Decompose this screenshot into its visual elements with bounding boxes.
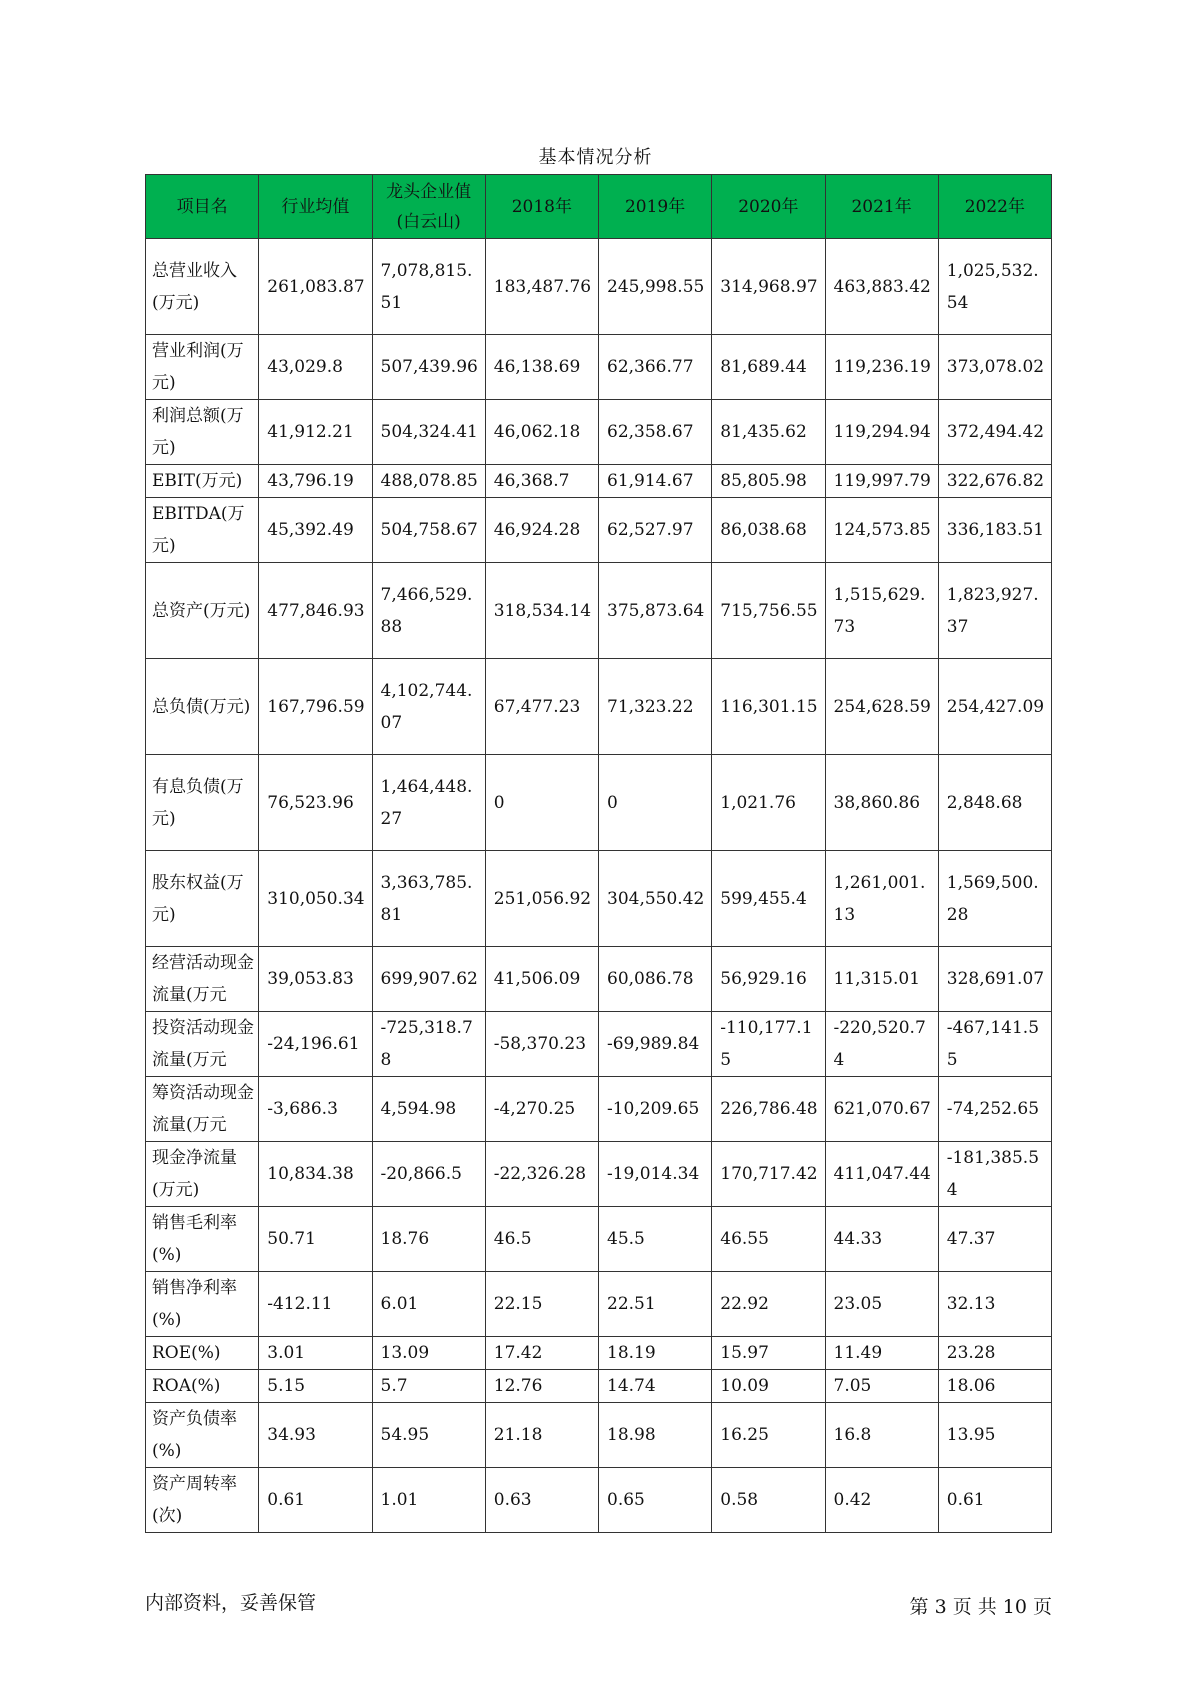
table-cell: 56,929.16 (712, 947, 825, 1012)
table-cell: 0 (599, 755, 712, 851)
table-cell: 715,756.55 (712, 563, 825, 659)
table-cell: 23.28 (938, 1337, 1051, 1370)
table-cell: 1,823,927.37 (938, 563, 1051, 659)
table-cell: 4,102,744.07 (372, 659, 485, 755)
table-cell: 50.71 (259, 1207, 372, 1272)
table-row (146, 563, 1052, 659)
table-cell: 0.42 (825, 1468, 938, 1533)
table-cell: 322,676.82 (938, 465, 1051, 498)
table-cell: 119,236.19 (825, 335, 938, 400)
table-cell: -58,370.23 (485, 1012, 598, 1077)
table-row (146, 1272, 1052, 1337)
row-label: 销售毛利率(%) (146, 1207, 259, 1272)
table-row (146, 851, 1052, 947)
row-label: 销售净利率(%) (146, 1272, 259, 1337)
table-cell: 41,506.09 (485, 947, 598, 1012)
table-cell: 1.01 (372, 1468, 485, 1533)
table-cell: 54.95 (372, 1403, 485, 1468)
table-cell: 22.51 (599, 1272, 712, 1337)
table-cell: 46.5 (485, 1207, 598, 1272)
row-label: 投资活动现金流量(万元 (146, 1012, 259, 1077)
row-label: EBIT(万元) (146, 465, 259, 498)
footer-confidential-note: 内部资料，妥善保管 (145, 1592, 317, 1614)
table-cell: 14.74 (599, 1370, 712, 1403)
table-cell: 477,846.93 (259, 563, 372, 659)
row-label: 总营业收入(万元) (146, 239, 259, 335)
table-cell: 318,534.14 (485, 563, 598, 659)
table-cell: 46,924.28 (485, 498, 598, 563)
table-cell: 4,594.98 (372, 1077, 485, 1142)
table-cell: 1,464,448.27 (372, 755, 485, 851)
table-cell: 18.19 (599, 1337, 712, 1370)
table-cell: -20,866.5 (372, 1142, 485, 1207)
table-cell: 6.01 (372, 1272, 485, 1337)
table-cell: 314,968.97 (712, 239, 825, 335)
table-row (146, 1337, 1052, 1370)
table-cell: 13.95 (938, 1403, 1051, 1468)
table-cell: 226,786.48 (712, 1077, 825, 1142)
header-year-2022: 2022年 (938, 175, 1051, 239)
analysis-table (145, 174, 1052, 1533)
table-cell: 32.13 (938, 1272, 1051, 1337)
table-cell: 254,427.09 (938, 659, 1051, 755)
table-cell: 46,138.69 (485, 335, 598, 400)
header-year-2020: 2020年 (712, 175, 825, 239)
row-label: 股东权益(万元) (146, 851, 259, 947)
table-cell: 11.49 (825, 1337, 938, 1370)
row-label: 资产周转率(次) (146, 1468, 259, 1533)
table-cell: 62,366.77 (599, 335, 712, 400)
row-label: 总资产(万元) (146, 563, 259, 659)
table-cell: -22,326.28 (485, 1142, 598, 1207)
table-cell: 86,038.68 (712, 498, 825, 563)
table-cell: 1,515,629.73 (825, 563, 938, 659)
table-cell: 621,070.67 (825, 1077, 938, 1142)
table-cell: -110,177.15 (712, 1012, 825, 1077)
table-cell: 18.98 (599, 1403, 712, 1468)
table-row (146, 1207, 1052, 1272)
table-cell: 3.01 (259, 1337, 372, 1370)
table-cell: 699,907.62 (372, 947, 485, 1012)
header-leader-value: 龙头企业值(白云山) (372, 175, 485, 239)
table-cell: 46,368.7 (485, 465, 598, 498)
table-cell: 310,050.34 (259, 851, 372, 947)
table-cell: 1,021.76 (712, 755, 825, 851)
table-cell: 61,914.67 (599, 465, 712, 498)
table-cell: 1,025,532.54 (938, 239, 1051, 335)
row-label: EBITDA(万元) (146, 498, 259, 563)
table-cell: 599,455.4 (712, 851, 825, 947)
table-cell: 67,477.23 (485, 659, 598, 755)
table-cell: 71,323.22 (599, 659, 712, 755)
row-label: 利润总额(万元) (146, 400, 259, 465)
table-cell: 17.42 (485, 1337, 598, 1370)
table-cell: -19,014.34 (599, 1142, 712, 1207)
table-cell: 22.92 (712, 1272, 825, 1337)
table-cell: 504,758.67 (372, 498, 485, 563)
table-cell: 1,569,500.28 (938, 851, 1051, 947)
table-cell: -10,209.65 (599, 1077, 712, 1142)
table-cell: 5.15 (259, 1370, 372, 1403)
table-cell: 251,056.92 (485, 851, 598, 947)
table-cell: 7,078,815.51 (372, 239, 485, 335)
table-cell: 254,628.59 (825, 659, 938, 755)
row-label: 现金净流量(万元) (146, 1142, 259, 1207)
table-cell: -412.11 (259, 1272, 372, 1337)
table-cell: -3,686.3 (259, 1077, 372, 1142)
table-cell: 45,392.49 (259, 498, 372, 563)
table-row (146, 400, 1052, 465)
table-cell: 245,998.55 (599, 239, 712, 335)
table-cell: 62,358.67 (599, 400, 712, 465)
table-row (146, 755, 1052, 851)
table-cell: -467,141.55 (938, 1012, 1051, 1077)
table-cell: 46,062.18 (485, 400, 598, 465)
table-cell: -74,252.65 (938, 1077, 1051, 1142)
header-row (146, 175, 1052, 239)
table-cell: 488,078.85 (372, 465, 485, 498)
table-cell: 45.5 (599, 1207, 712, 1272)
table-cell: -220,520.74 (825, 1012, 938, 1077)
table-cell: 119,997.79 (825, 465, 938, 498)
table-cell: 170,717.42 (712, 1142, 825, 1207)
table-cell: 62,527.97 (599, 498, 712, 563)
table-cell: 76,523.96 (259, 755, 372, 851)
table-cell: 81,689.44 (712, 335, 825, 400)
table-row (146, 1077, 1052, 1142)
table-cell: 15.97 (712, 1337, 825, 1370)
table-cell: 47.37 (938, 1207, 1051, 1272)
table-cell: 463,883.42 (825, 239, 938, 335)
table-cell: 46.55 (712, 1207, 825, 1272)
table-cell: 11,315.01 (825, 947, 938, 1012)
table-cell: 116,301.15 (712, 659, 825, 755)
table-cell: 0.61 (259, 1468, 372, 1533)
table-cell: 22.15 (485, 1272, 598, 1337)
table-cell: -181,385.54 (938, 1142, 1051, 1207)
table-cell: 16.25 (712, 1403, 825, 1468)
table-cell: 38,860.86 (825, 755, 938, 851)
header-year-2018: 2018年 (485, 175, 598, 239)
table-row (146, 1142, 1052, 1207)
table-cell: 43,796.19 (259, 465, 372, 498)
table-cell: -24,196.61 (259, 1012, 372, 1077)
table-cell: 18.06 (938, 1370, 1051, 1403)
table-cell: 411,047.44 (825, 1142, 938, 1207)
table-cell: 85,805.98 (712, 465, 825, 498)
table-cell: 167,796.59 (259, 659, 372, 755)
table-row (146, 1012, 1052, 1077)
table-cell: 3,363,785.81 (372, 851, 485, 947)
table-row (146, 498, 1052, 563)
table-cell: 23.05 (825, 1272, 938, 1337)
table-cell: 373,078.02 (938, 335, 1051, 400)
table-cell: 34.93 (259, 1403, 372, 1468)
row-label: ROA(%) (146, 1370, 259, 1403)
table-cell: 124,573.85 (825, 498, 938, 563)
row-label: 有息负债(万元) (146, 755, 259, 851)
table-row (146, 335, 1052, 400)
table-cell: 504,324.41 (372, 400, 485, 465)
footer-page-number: 第 3 页 共 10 页 (909, 1596, 1052, 1618)
table-row (146, 1403, 1052, 1468)
table-cell: 18.76 (372, 1207, 485, 1272)
table-cell: 7.05 (825, 1370, 938, 1403)
table-row (146, 659, 1052, 755)
table-cell: 43,029.8 (259, 335, 372, 400)
row-label: 资产负债率(%) (146, 1403, 259, 1468)
table-row (146, 947, 1052, 1012)
table-cell: 5.7 (372, 1370, 485, 1403)
table-cell: 7,466,529.88 (372, 563, 485, 659)
row-label: 经营活动现金流量(万元 (146, 947, 259, 1012)
table-cell: 372,494.42 (938, 400, 1051, 465)
table-cell: 10,834.38 (259, 1142, 372, 1207)
table-cell: 39,053.83 (259, 947, 372, 1012)
table-cell: 183,487.76 (485, 239, 598, 335)
table-cell: 507,439.96 (372, 335, 485, 400)
table-cell: -725,318.78 (372, 1012, 485, 1077)
row-label: 筹资活动现金流量(万元 (146, 1077, 259, 1142)
table-cell: 12.76 (485, 1370, 598, 1403)
table-row (146, 465, 1052, 498)
row-label: ROE(%) (146, 1337, 259, 1370)
table-cell: 44.33 (825, 1207, 938, 1272)
table-row (146, 239, 1052, 335)
table-cell: 41,912.21 (259, 400, 372, 465)
table-cell: 2,848.68 (938, 755, 1051, 851)
table-cell: 10.09 (712, 1370, 825, 1403)
table-cell: 336,183.51 (938, 498, 1051, 563)
table-cell: 261,083.87 (259, 239, 372, 335)
header-industry-avg: 行业均值 (259, 175, 372, 239)
row-label: 营业利润(万元) (146, 335, 259, 400)
table-cell: 0.63 (485, 1468, 598, 1533)
table-row (146, 1468, 1052, 1533)
table-cell: 21.18 (485, 1403, 598, 1468)
table-cell: -4,270.25 (485, 1077, 598, 1142)
table-cell: 0 (485, 755, 598, 851)
header-year-2019: 2019年 (599, 175, 712, 239)
row-label: 总负债(万元) (146, 659, 259, 755)
table-cell: 304,550.42 (599, 851, 712, 947)
header-year-2021: 2021年 (825, 175, 938, 239)
table-cell: 1,261,001.13 (825, 851, 938, 947)
table-cell: 375,873.64 (599, 563, 712, 659)
table-cell: 16.8 (825, 1403, 938, 1468)
table-cell: 0.58 (712, 1468, 825, 1533)
table-cell: 13.09 (372, 1337, 485, 1370)
table-cell: 81,435.62 (712, 400, 825, 465)
table-cell: 119,294.94 (825, 400, 938, 465)
table-cell: 328,691.07 (938, 947, 1051, 1012)
table-cell: 60,086.78 (599, 947, 712, 1012)
table-title: 基本情况分析 (538, 147, 653, 168)
table-cell: 0.61 (938, 1468, 1051, 1533)
table-cell: 0.65 (599, 1468, 712, 1533)
header-item-name: 项目名 (146, 175, 259, 239)
table-row (146, 1370, 1052, 1403)
table-cell: -69,989.84 (599, 1012, 712, 1077)
